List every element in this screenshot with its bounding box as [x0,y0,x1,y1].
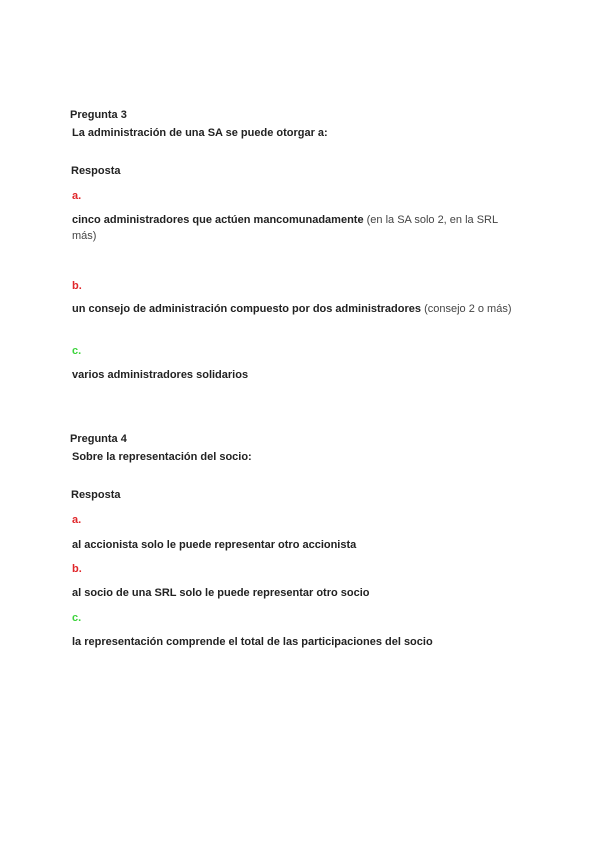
option-letter-b: b. [72,563,82,575]
answer-label: Resposta [71,165,121,177]
option-letter-a: a. [72,190,82,202]
question-prompt: La administración de una SA se puede otorgar a: [72,127,328,139]
option-a [72,212,512,244]
option-letter-c: c. [72,612,82,624]
answer-label: Resposta [71,489,121,501]
option-b-text: al socio de una SRL solo le puede representar otro socio [72,587,370,599]
option-b-note: (consejo 2 o más) [421,303,512,315]
question-number: Pregunta 4 [70,433,127,445]
option-a-text: cinco administradores que actúen mancomunadamente [72,214,364,226]
option-a-note: (en la SA solo 2, en la SRL más) [72,214,498,242]
option-c-text: la representación comprende el total de las participaciones del socio [72,636,433,648]
option-b [72,301,512,317]
option-letter-b: b. [72,280,82,292]
question-prompt: Sobre la representación del socio: [72,451,252,463]
option-letter-a: a. [72,514,82,526]
option-c-text: varios administradores solidarios [72,369,249,381]
question-number: Pregunta 3 [70,109,127,121]
option-letter-c: c. [72,345,82,357]
option-a-text: al accionista solo le puede representar otro accionista [72,539,357,551]
option-b-text: un consejo de administración compuesto por dos administradores [72,303,422,315]
